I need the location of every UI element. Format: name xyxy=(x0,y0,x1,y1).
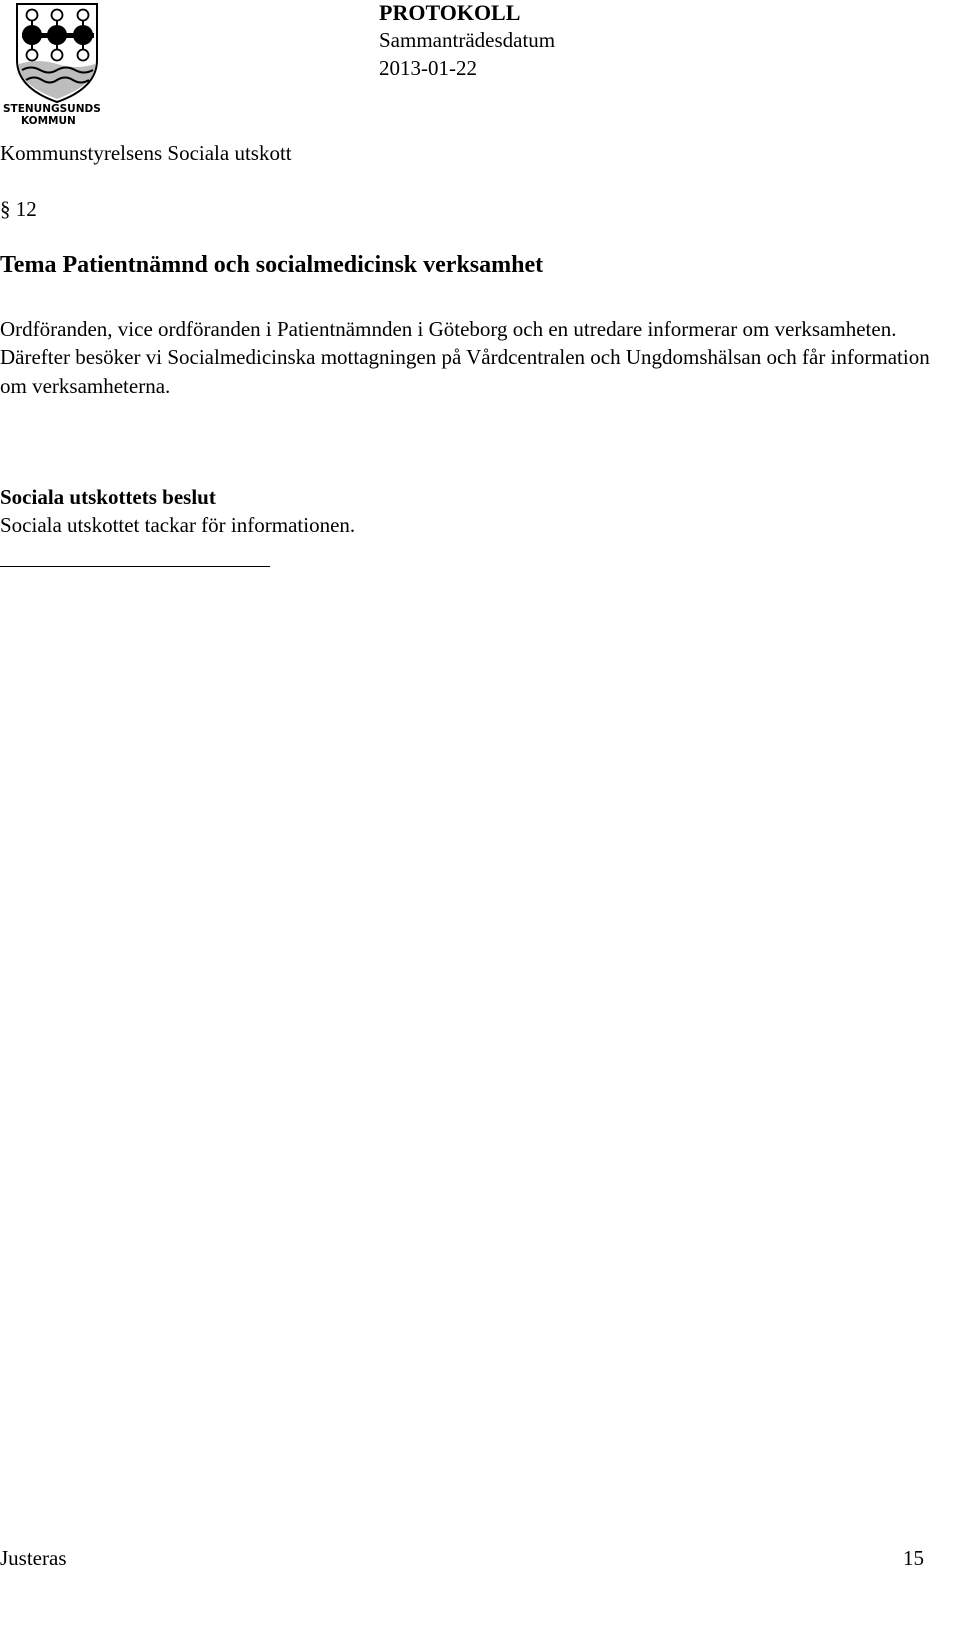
signature-line xyxy=(0,566,270,567)
logo-text-line1: STENUNGSUNDS xyxy=(3,103,101,115)
body-paragraph-1: Ordföranden, vice ordföranden i Patientnämnden i Göteborg och en utredare informerar om verksamheten. xyxy=(0,317,897,341)
footer-page-number: 15 xyxy=(903,1546,924,1570)
logo-text-line2: KOMMUN xyxy=(21,115,76,127)
paragraph-number: § 12 xyxy=(0,197,37,221)
body-text xyxy=(0,315,930,400)
protocol-title: PROTOKOLL xyxy=(379,0,521,25)
body-paragraph-2: Därefter besöker vi Socialmedicinska mottagningen på Vårdcentralen och Ungdomshälsan och får information om verksamheterna. xyxy=(0,345,930,398)
shield-emblem-icon xyxy=(0,0,120,130)
decision-text: Sociala utskottet tackar för informationen. xyxy=(0,513,356,537)
section-title: Tema Patientnämnd och socialmedicinsk verksamhet xyxy=(0,252,544,278)
footer-justeras: Justeras xyxy=(0,1546,67,1570)
committee-name: Kommunstyrelsens Sociala utskott xyxy=(0,141,292,165)
protocol-header xyxy=(379,0,679,82)
meeting-date: 2013-01-22 xyxy=(379,56,477,80)
decision-heading: Sociala utskottets beslut xyxy=(0,485,216,509)
coat-of-arms-logo xyxy=(0,0,120,130)
meeting-date-label: Sammanträdesdatum xyxy=(379,28,556,52)
